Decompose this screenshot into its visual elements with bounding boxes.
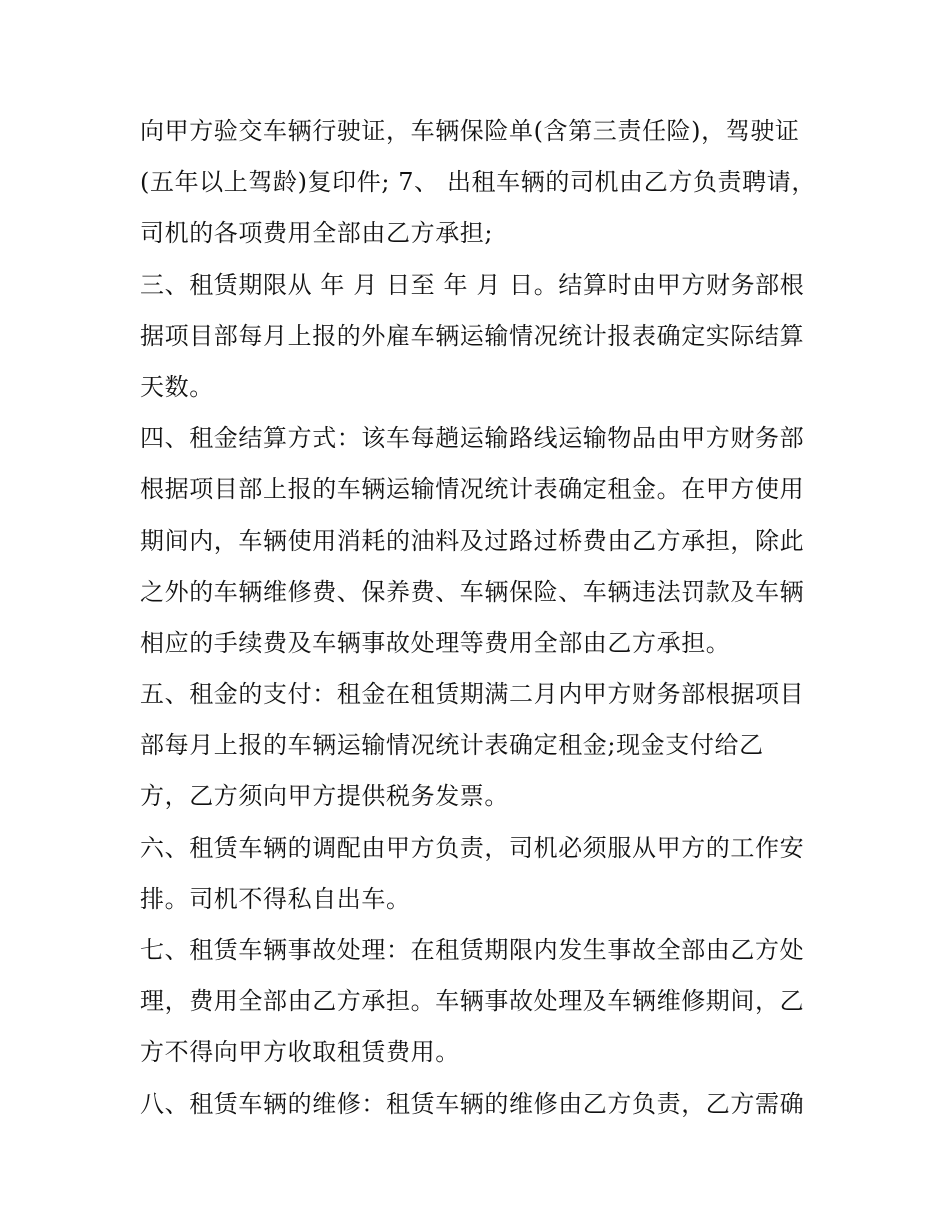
clause-4-heading-line: 四、租金结算方式：该车每趟运输路线运输物品由甲方财务部 bbox=[140, 424, 805, 453]
text-line: 天数。 bbox=[140, 372, 214, 401]
document-body bbox=[140, 109, 820, 1133]
clause-6-heading-line: 六、租赁车辆的调配由甲方负责，司机必须服从甲方的工作安 bbox=[140, 833, 805, 862]
text-line: (五年以上驾龄)复印件; 7、 出租车辆的司机由乙方负责聘请， bbox=[140, 168, 816, 197]
text-line: 司机的各项费用全部由乙方承担; bbox=[140, 219, 494, 248]
clause-7-heading-line: 七、租赁车辆事故处理：在租赁期限内发生事故全部由乙方处 bbox=[140, 936, 805, 964]
clause-8-heading-line: 八、租赁车辆的维修：租赁车辆的维修由乙方负责，乙方需确 bbox=[140, 1089, 805, 1118]
text-line: 相应的手续费及车辆事故处理等费用全部由乙方承担。 bbox=[140, 628, 731, 657]
text-line: 期间内，车辆使用消耗的油料及过路过桥费由乙方承担，除此 bbox=[140, 526, 805, 555]
text-line: 排。司机不得私自出车。 bbox=[140, 884, 411, 913]
text-line: 理，费用全部由乙方承担。车辆事故处理及车辆维修期间，乙 bbox=[140, 987, 805, 1016]
text-line: 方，乙方须向甲方提供税务发票。 bbox=[140, 782, 509, 811]
text-line: 据项目部每月上报的外雇车辆运输情况统计报表确定实际结算 bbox=[140, 321, 805, 350]
clause-3-heading-line: 三、租赁期限从 年 月 日至 年 月 日。结算时由甲方财务部根 bbox=[140, 270, 805, 299]
text-line: 根据项目部上报的车辆运输情况统计表确定租金。在甲方使用 bbox=[140, 475, 805, 504]
text-line: 向甲方验交车辆行驶证，车辆保险单(含第三责任险)，驾驶证 bbox=[140, 117, 800, 145]
clause-5-heading-line: 五、租金的支付：租金在租赁期满二月内甲方财务部根据项目 bbox=[140, 680, 805, 709]
text-line: 之外的车辆维修费、保养费、车辆保险、车辆违法罚款及车辆 bbox=[140, 577, 805, 606]
text-line: 部每月上报的车辆运输情况统计表确定租金;现金支付给乙 bbox=[140, 731, 764, 760]
text-line: 方不得向甲方收取租赁费用。 bbox=[140, 1038, 460, 1067]
